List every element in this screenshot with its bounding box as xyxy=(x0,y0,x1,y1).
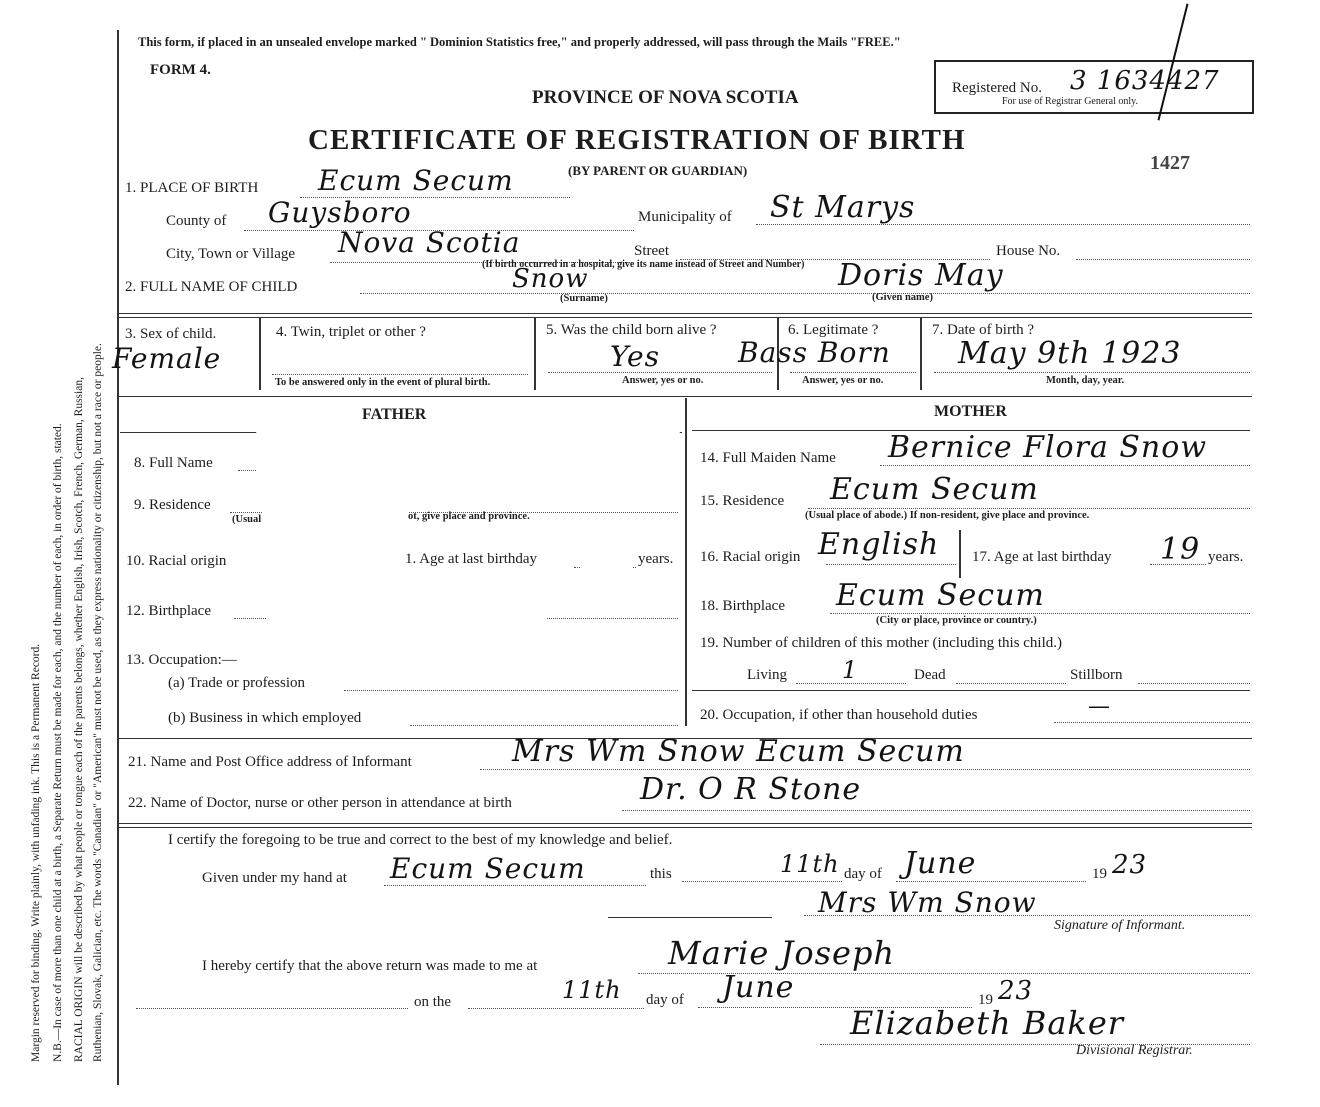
given-day-of-label: day of xyxy=(844,866,882,882)
place-of-birth-value: Ecum Secum xyxy=(318,164,514,197)
municipality-value: St Marys xyxy=(770,190,916,225)
legitimate-label: 6. Legitimate ? xyxy=(788,322,879,338)
mother-age-unit: years. xyxy=(1208,549,1244,565)
mother-occupation-value: — xyxy=(1088,694,1111,719)
given-label: Given under my hand at xyxy=(202,870,347,886)
mother-residence-label: 15. Residence xyxy=(700,493,785,509)
mother-stillborn-line xyxy=(1138,683,1250,684)
margin-note-1: Margin reserved for binding. Write plainly, with unfading ink. This is a Permanent Record. xyxy=(30,643,42,1062)
given-year-prefix: 19 xyxy=(1092,866,1107,882)
twin-note: To be answered only in the event of plural birth. xyxy=(275,377,491,388)
mother-birthplace-note: (City or place, province or country.) xyxy=(876,615,1037,626)
father-racial-label: 10. Racial origin xyxy=(126,553,227,569)
registrar-lead-line xyxy=(136,1008,408,1009)
mother-age-value: 19 xyxy=(1160,532,1201,567)
redaction-father-name xyxy=(256,428,680,486)
father-age-label: 1. Age at last birthday xyxy=(405,551,538,567)
child-surname-value: Snow xyxy=(512,264,589,294)
dob-value: May 9th 1923 xyxy=(958,336,1182,371)
given-year-value: 23 xyxy=(1112,850,1148,880)
parents-divider xyxy=(685,398,687,726)
twin-line xyxy=(272,374,528,375)
dob-note: Month, day, year. xyxy=(1046,375,1125,386)
sex-value: Female xyxy=(112,342,222,375)
registrar-on-the: on the xyxy=(414,994,452,1010)
given-month-line xyxy=(896,881,1086,882)
father-birthplace-label: 12. Birthplace xyxy=(126,603,211,619)
dob-label: 7. Date of birth ? xyxy=(932,322,1035,338)
certify-short-rule xyxy=(608,917,772,918)
separator-2 xyxy=(117,317,1252,318)
place-of-birth-label: 1. PLACE OF BIRTH xyxy=(125,180,259,196)
legitimate-line xyxy=(790,372,916,373)
cell-divider-4 xyxy=(920,318,922,390)
separator-6 xyxy=(117,827,1252,828)
city-value: Nova Scotia xyxy=(338,226,521,259)
form-left-border xyxy=(117,30,119,1085)
certify-text: I certify the foregoing to be true and correct to the best of my knowledge and belief. xyxy=(168,832,673,848)
sex-label: 3. Sex of child. xyxy=(125,326,217,342)
doctor-label: 22. Name of Doctor, nurse or other person in attendance at birth xyxy=(128,795,512,811)
legitimate-value: Bass Born xyxy=(738,336,891,369)
mother-residence-value: Ecum Secum xyxy=(830,472,1039,507)
mother-birthplace-line xyxy=(830,613,1250,614)
registrar-year-prefix: 19 xyxy=(978,992,993,1008)
born-alive-line xyxy=(548,372,772,373)
county-value: Guysboro xyxy=(268,196,412,229)
mother-dead-line xyxy=(956,683,1066,684)
house-no-label: House No. xyxy=(996,243,1061,259)
given-day-line xyxy=(682,881,842,882)
margin-note-4: Ruthenian, Slovak, Galician, etc. The words "Canadian" or "American" must not be used, as they express nationality or citizenship, but not a race or people. xyxy=(92,343,104,1062)
father-business-line xyxy=(410,725,678,726)
father-residence-label: 9. Residence xyxy=(134,497,211,513)
redaction-father-age xyxy=(580,540,634,570)
father-residence-note-a: (Usual xyxy=(232,514,262,525)
mother-residence-line xyxy=(808,508,1250,509)
given-month-value: June xyxy=(904,846,977,881)
form-number: FORM 4. xyxy=(150,62,211,78)
given-day-value: 11th xyxy=(780,850,840,878)
margin-note-3: RACIAL ORIGIN will be described by what people or tongue each of the parents belongs, whether English, Irish, Scotch, French, German, Russian, xyxy=(73,377,85,1062)
registered-note: For use of Registrar General only. xyxy=(1002,96,1138,107)
father-residence-note-b: ot, give place and province. xyxy=(408,511,530,522)
mother-maiden-label: 14. Full Maiden Name xyxy=(700,450,836,466)
mother-heading: MOTHER xyxy=(934,403,1007,420)
house-no-line xyxy=(1076,259,1250,260)
mother-living-label: Living xyxy=(747,667,787,683)
mother-living-value: 1 xyxy=(842,656,859,684)
registrar-day-line xyxy=(468,1008,644,1009)
registrar-day-of-label: day of xyxy=(646,992,684,1008)
father-trade-line xyxy=(344,690,678,691)
registrar-signature: Elizabeth Baker xyxy=(850,1004,1125,1042)
redaction-father-residence xyxy=(262,488,408,528)
mother-racial-label: 16. Racial origin xyxy=(700,549,801,565)
redaction-father-birthplace xyxy=(266,576,546,664)
informant-line xyxy=(480,769,1250,770)
child-name-line xyxy=(360,293,1250,294)
father-occupation-label: 13. Occupation:— xyxy=(126,652,237,668)
father-age-unit: years. xyxy=(638,551,674,567)
registrar-year-value: 23 xyxy=(998,976,1034,1006)
mother-occupation-label: 20. Occupation, if other than household duties xyxy=(700,707,978,723)
cell-divider-1 xyxy=(259,318,261,390)
father-business-label: (b) Business in which employed xyxy=(168,710,362,726)
mother-maiden-value: Bernice Flora Snow xyxy=(888,430,1207,465)
child-name-label: 2. FULL NAME OF CHILD xyxy=(125,279,298,295)
father-heading: FATHER xyxy=(362,406,427,423)
doctor-line xyxy=(622,810,1250,811)
born-alive-label: 5. Was the child born alive ? xyxy=(546,322,717,338)
signature-line xyxy=(804,915,1250,916)
informant-value: Mrs Wm Snow Ecum Secum xyxy=(512,734,965,769)
mother-birthplace-value: Ecum Secum xyxy=(836,578,1045,613)
mother-racial-line xyxy=(826,564,956,565)
registrar-day-value: 11th xyxy=(562,976,622,1004)
mother-racial-divider xyxy=(959,530,961,578)
city-label: City, Town or Village xyxy=(166,246,296,262)
county-label: County of xyxy=(166,213,227,229)
born-alive-value: Yes xyxy=(610,340,660,373)
given-place-line xyxy=(384,885,646,886)
registered-label: Registered No. xyxy=(952,80,1042,96)
dob-line xyxy=(934,372,1250,373)
given-place-value: Ecum Secum xyxy=(390,852,586,885)
mother-racial-value: English xyxy=(818,527,940,562)
certificate-subtitle: (BY PARENT OR GUARDIAN) xyxy=(568,163,748,178)
mail-note: This form, if placed in an unsealed envelope marked " Dominion Statistics free," and properly addressed, will pass through the Mails "FREE." xyxy=(138,35,901,49)
mother-children-label: 19. Number of children of this mother (including this child.) xyxy=(700,635,1063,651)
province-heading: PROVINCE OF NOVA SCOTIA xyxy=(532,87,799,108)
doctor-value: Dr. O R Stone xyxy=(640,772,862,807)
mother-maiden-line xyxy=(880,465,1250,466)
father-name-label: 8. Full Name xyxy=(134,455,213,471)
given-this-label: this xyxy=(650,866,672,882)
informant-signature: Mrs Wm Snow xyxy=(818,886,1037,919)
separator-3 xyxy=(117,396,1252,397)
redaction-father-racial xyxy=(254,530,404,578)
registered-number: 3 1634427 xyxy=(1070,66,1220,96)
mother-residence-note: (Usual place of abode.) If non-resident, give place and province. xyxy=(805,510,1090,521)
stamp-number: 1427 xyxy=(1150,152,1190,174)
hospital-note: (If birth occurred in a hospital, give its name instead of Street and Number) xyxy=(482,259,805,270)
born-alive-note: Answer, yes or no. xyxy=(622,375,704,386)
municipality-label: Municipality of xyxy=(638,209,732,225)
signature-label: Signature of Informant. xyxy=(1054,918,1186,933)
child-given-note: (Given name) xyxy=(872,292,933,303)
separator-5 xyxy=(117,823,1252,824)
margin-note-2: N.B.—In case of more than one child at a birth, a Separate Return must be made for each, and the number of each, in order of birth, stated. xyxy=(52,423,64,1062)
informant-label: 21. Name and Post Office address of Informant xyxy=(128,754,412,770)
mother-occupation-line xyxy=(1054,722,1250,723)
child-given-value: Doris May xyxy=(838,258,1004,293)
registrar-month-value: June xyxy=(722,970,795,1005)
registrar-text: I hereby certify that the above return was made to me at xyxy=(202,958,538,974)
registrar-place-value: Marie Joseph xyxy=(668,934,896,972)
mother-age-label: 17. Age at last birthday xyxy=(972,549,1112,565)
street-label: Street xyxy=(634,243,669,259)
registrar-signature-label: Divisional Registrar. xyxy=(1076,1043,1193,1058)
mother-stillborn-label: Stillborn xyxy=(1070,667,1123,683)
child-surname-note: (Surname) xyxy=(560,293,608,304)
twin-label: 4. Twin, triplet or other ? xyxy=(276,324,426,340)
legitimate-note: Answer, yes or no. xyxy=(802,375,884,386)
mother-dead-label: Dead xyxy=(914,667,946,683)
separator-1 xyxy=(117,313,1252,314)
cell-divider-2 xyxy=(534,318,536,390)
mother-children-rule xyxy=(692,690,1250,691)
certificate-title: CERTIFICATE OF REGISTRATION OF BIRTH xyxy=(308,124,966,156)
father-trade-label: (a) Trade or profession xyxy=(168,675,306,691)
mother-birthplace-label: 18. Birthplace xyxy=(700,598,785,614)
